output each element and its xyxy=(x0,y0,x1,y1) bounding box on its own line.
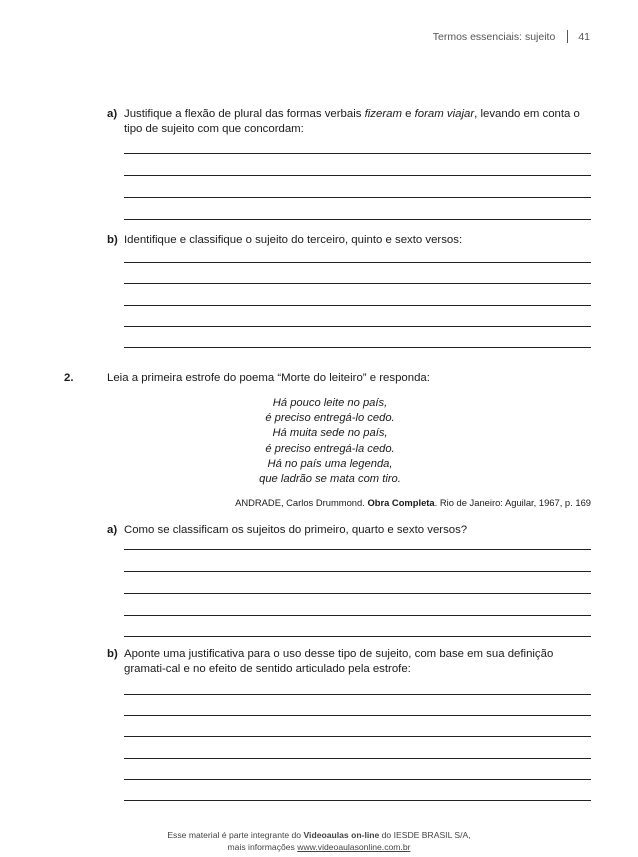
question-number: 2. xyxy=(64,372,74,384)
item-label: a) xyxy=(107,108,118,120)
answer-line xyxy=(124,219,591,220)
answer-line xyxy=(124,305,591,306)
answer-line xyxy=(124,636,591,637)
answer-line xyxy=(124,262,591,263)
question-intro: Leia a primeira estrofe do poema “Morte do leiteiro” e responda: xyxy=(107,372,430,384)
footer-line-1: Esse material é parte integrante do Videoaulas on-line do IESDE BRASIL S/A, xyxy=(167,830,471,840)
item-text: Identifique e classifique o sujeito do terceiro, quinto e sexto versos: xyxy=(124,234,463,246)
citation: ANDRADE, Carlos Drummond. Obra Completa. Rio de Janeiro: Aguilar, 1967, p. 169 xyxy=(235,497,591,508)
poem-stanza xyxy=(230,396,430,487)
item-text: Aponte uma justificativa para o uso desse tipo de sujeito, com base em sua definição gramati-cal e no efeito de sentido articulado pela estrofe: xyxy=(124,648,554,675)
poem-verse: que ladrão se mata com tiro. xyxy=(259,473,401,486)
footer-line-2: mais informações www.videoaulasonline.com.br xyxy=(227,842,411,852)
answer-line xyxy=(124,549,591,550)
item-label: b) xyxy=(107,648,118,660)
footer-link[interactable]: www.videoaulasonline.com.br xyxy=(297,842,411,852)
answer-line xyxy=(124,758,591,759)
answer-line xyxy=(124,736,591,737)
answer-line xyxy=(124,347,591,348)
answer-line xyxy=(124,593,591,594)
answer-line xyxy=(124,800,591,801)
item-label: b) xyxy=(107,234,118,246)
answer-line xyxy=(124,615,591,616)
section-title: Termos essenciais: sujeito xyxy=(432,30,556,43)
answer-line xyxy=(124,715,591,716)
answer-line xyxy=(124,571,591,572)
item-label: a) xyxy=(107,524,118,536)
answer-line xyxy=(124,153,591,154)
poem-verse: Há no país uma legenda, xyxy=(267,457,393,470)
header-divider xyxy=(567,30,568,43)
answer-line xyxy=(124,694,591,695)
poem-verse: é preciso entregá-lo cedo. xyxy=(265,412,395,425)
page-number: 41 xyxy=(578,30,590,43)
answer-line xyxy=(124,283,591,284)
answer-line xyxy=(124,326,591,327)
page-footer xyxy=(0,829,638,853)
item-text: Justifique a flexão de plural das formas verbais fizeram e foram viajar, levando em conta o tipo de sujeito com que concordam: xyxy=(124,108,580,135)
poem-verse: Há pouco leite no país, xyxy=(272,397,388,409)
item-text: Como se classificam os sujeitos do primeiro, quarto e sexto versos? xyxy=(124,524,468,536)
poem-verse: é preciso entregá-la cedo. xyxy=(265,442,395,455)
answer-line xyxy=(124,197,591,198)
answer-line xyxy=(124,779,591,780)
answer-line xyxy=(124,175,591,176)
running-header xyxy=(433,30,590,43)
poem-verse: Há muita sede no país, xyxy=(272,427,388,440)
